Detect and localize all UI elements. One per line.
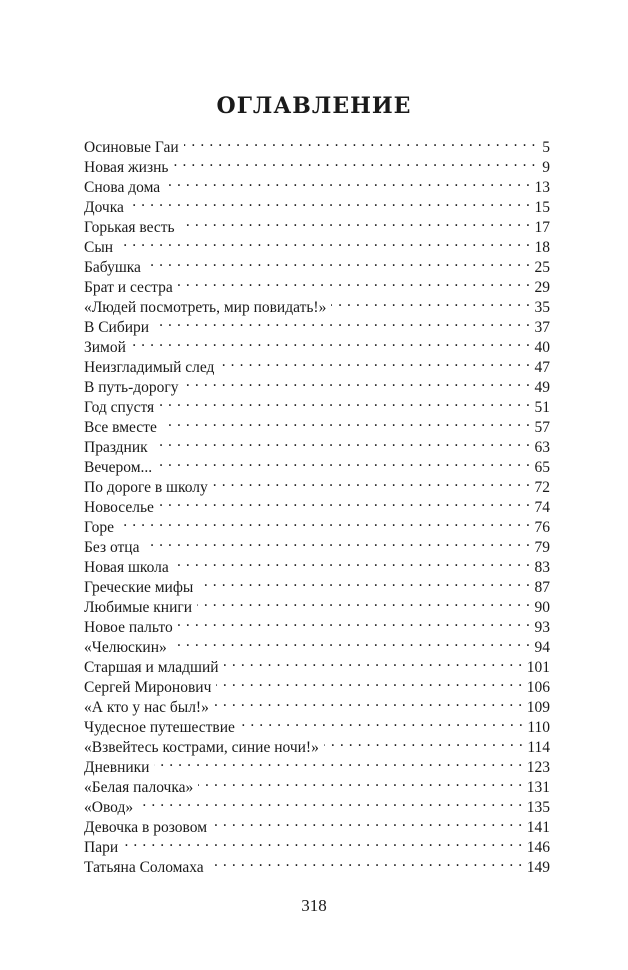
toc-entry [84, 312, 550, 336]
dot-leader [184, 132, 536, 152]
toc-entry [84, 832, 550, 856]
dot-leader [212, 812, 523, 832]
toc-entry-title: «Челюскин» [84, 639, 167, 656]
toc-entry-title: «Белая палочка» [84, 779, 194, 796]
toc-entry [84, 452, 550, 476]
dot-leader [178, 612, 531, 632]
toc-entry-title: Сын [84, 239, 114, 256]
toc-entry [84, 512, 550, 536]
dot-leader [146, 252, 531, 272]
toc-entry-page: 123 [526, 759, 550, 776]
toc-entry-page: 35 [534, 299, 550, 316]
toc-entry-page: 87 [534, 579, 550, 596]
toc-entry [84, 192, 550, 216]
toc-entry [84, 252, 550, 276]
dot-leader [154, 312, 530, 332]
page-number: 318 [301, 896, 327, 915]
page-title: ОГЛАВЛЕНИЕ [216, 93, 412, 119]
dot-leader [118, 232, 530, 252]
toc-entry-page: 37 [534, 319, 550, 336]
dot-leader [129, 192, 531, 212]
toc-entry-page: 17 [534, 219, 550, 236]
toc-entry-title: Праздник [84, 439, 148, 456]
dot-leader [123, 832, 523, 852]
dot-leader [154, 752, 522, 772]
dot-leader [331, 292, 530, 312]
dot-leader [173, 152, 536, 172]
toc-entry-title: Бабушка [84, 259, 141, 276]
toc-entry-page: 72 [534, 479, 550, 496]
toc-entry-page: 94 [534, 639, 550, 656]
toc-entry-page: 106 [526, 679, 550, 696]
dot-leader [162, 412, 531, 432]
toc-entry-page: 47 [534, 359, 550, 376]
toc-entry-title: Греческие мифы [84, 579, 194, 596]
toc-entry-page: 13 [534, 179, 550, 196]
dot-leader [165, 172, 530, 192]
toc-entry-title: Дневники [84, 759, 150, 776]
dot-leader [224, 652, 523, 672]
table-of-contents [84, 132, 550, 876]
toc-entry-page: 51 [534, 399, 550, 416]
toc-entry-title: Старшая и младший [84, 659, 219, 676]
toc-entry-page: 74 [534, 499, 550, 516]
dot-leader [174, 552, 531, 572]
toc-entry [84, 552, 550, 576]
toc-entry-page: 29 [534, 279, 550, 296]
toc-entry-title: Татьяна Соломаха [84, 859, 204, 876]
toc-entry-title: Все вместе [84, 419, 157, 436]
dot-leader [213, 472, 531, 492]
toc-entry-title: Неизгладимый след [84, 359, 215, 376]
toc-entry-page: 5 [542, 139, 550, 156]
toc-entry-title: Горькая весть [84, 219, 175, 236]
toc-entry-page: 18 [534, 239, 550, 256]
toc-entry-page: 141 [526, 819, 550, 836]
dot-leader [159, 392, 530, 412]
dot-leader [159, 492, 531, 512]
toc-entry-title: Чудесное путешествие [84, 719, 235, 736]
toc-entry-page: 135 [526, 799, 550, 816]
toc-entry-title: Вечером... [84, 459, 153, 476]
toc-entry [84, 332, 550, 356]
toc-entry-title: «Людей посмотреть, мир повидать!» [84, 299, 327, 316]
toc-entry-title: Без отца [84, 539, 140, 556]
toc-entry-title: Снова дома [84, 179, 161, 196]
toc-entry-title: Горе [84, 519, 114, 536]
toc-entry-page: 25 [534, 259, 550, 276]
dot-leader [178, 272, 531, 292]
dot-leader [197, 592, 530, 612]
toc-entry [84, 272, 550, 296]
dot-leader [184, 372, 531, 392]
toc-entry-page: 93 [534, 619, 550, 636]
toc-entry-page: 83 [534, 559, 550, 576]
dot-leader [157, 452, 530, 472]
toc-entry-page: 109 [526, 699, 550, 716]
toc-entry-title: По дороге в школу [84, 479, 208, 496]
toc-entry-title: Новое пальто [84, 619, 173, 636]
toc-entry-page: 40 [534, 339, 550, 356]
toc-entry-page: 63 [534, 439, 550, 456]
toc-entry-title: Новоселье [84, 499, 154, 516]
toc-entry-page: 76 [534, 519, 550, 536]
dot-leader [138, 792, 523, 812]
dot-leader [209, 852, 523, 872]
dot-leader [240, 712, 523, 732]
toc-entry-page: 131 [526, 779, 550, 796]
dot-leader [216, 672, 522, 692]
toc-entry-page: 9 [542, 159, 550, 176]
toc-entry [84, 792, 550, 816]
toc-entry [84, 772, 550, 796]
toc-entry-title: Девочка в розовом [84, 819, 208, 836]
toc-entry [84, 232, 550, 256]
toc-entry [84, 812, 550, 836]
toc-entry-page: 15 [534, 199, 550, 216]
toc-entry-page: 49 [534, 379, 550, 396]
toc-entry-page: 114 [527, 739, 550, 756]
toc-entry-page: 90 [534, 599, 550, 616]
toc-entry-title: Пари [84, 839, 119, 856]
toc-entry-title: Новая жизнь [84, 159, 169, 176]
toc-entry-page: 65 [534, 459, 550, 476]
dot-leader [144, 532, 530, 552]
toc-entry-page: 79 [534, 539, 550, 556]
toc-entry-page: 146 [526, 839, 550, 856]
toc-entry-title: Дочка [84, 199, 124, 216]
toc-entry-title: Сергей Миронович [84, 679, 212, 696]
toc-entry [84, 432, 550, 456]
dot-leader [219, 352, 530, 372]
toc-entry [84, 532, 550, 556]
toc-entry-page: 57 [534, 419, 550, 436]
dot-leader [324, 732, 523, 752]
toc-entry-page: 101 [526, 659, 550, 676]
toc-entry-title: Год спустя [84, 399, 155, 416]
toc-entry-title: «Взвейтесь кострами, синие ночи!» [84, 739, 319, 756]
toc-entry-title: Зимой [84, 339, 126, 356]
toc-entry-title: Любимые книги [84, 599, 193, 616]
dot-leader [131, 332, 531, 352]
dot-leader [198, 572, 530, 592]
toc-entry-title: Брат и сестра [84, 279, 173, 296]
toc-entry [84, 852, 550, 876]
dot-leader [180, 212, 531, 232]
toc-entry-title: В путь-дорогу [84, 379, 179, 396]
dot-leader [153, 432, 531, 452]
toc-entry [84, 752, 550, 776]
toc-entry-page: 110 [527, 719, 550, 736]
dot-leader [119, 512, 531, 532]
toc-entry-title: «А кто у нас был!» [84, 699, 209, 716]
dot-leader [214, 692, 523, 712]
toc-entry-title: Осиновые Гаи [84, 139, 179, 156]
toc-entry-title: «Овод» [84, 799, 134, 816]
toc-entry-title: В Сибири [84, 319, 150, 336]
toc-entry [84, 132, 550, 156]
toc-entry [84, 212, 550, 236]
toc-entry-page: 149 [526, 859, 550, 876]
dot-leader [198, 772, 522, 792]
toc-entry [84, 472, 550, 496]
toc-entry-title: Новая школа [84, 559, 169, 576]
dot-leader [172, 632, 531, 652]
toc-entry [84, 352, 550, 376]
